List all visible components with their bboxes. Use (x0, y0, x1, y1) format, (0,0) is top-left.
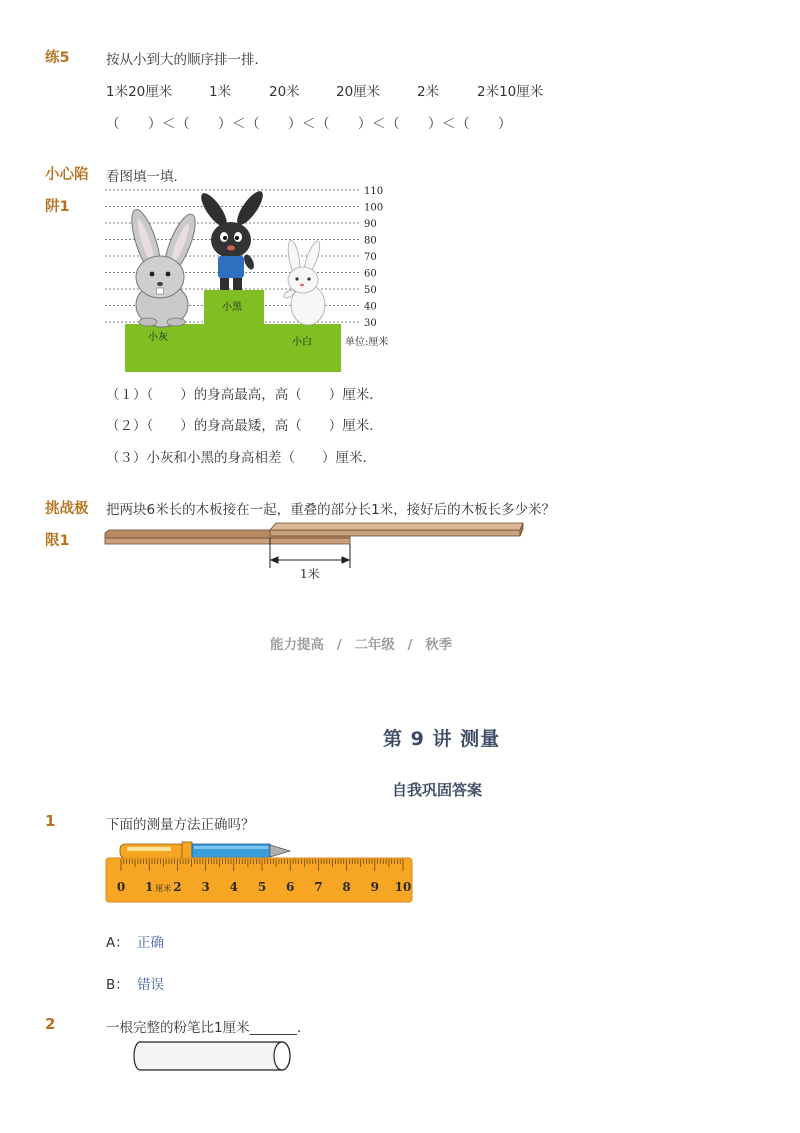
trap-tag-line1: 小心陷 (45, 167, 89, 183)
chalk-icon (132, 1039, 296, 1073)
ruler-figure (104, 836, 416, 904)
name-black: 小黑 (222, 302, 242, 313)
option-key: A： (106, 935, 129, 951)
option-key: B： (106, 977, 129, 993)
question-prompt: 一根完整的粉笔比1厘米_______． (106, 1020, 311, 1036)
scale-label: 30 (364, 318, 377, 329)
name-gray: 小灰 (148, 332, 168, 343)
scale-label: 60 (364, 268, 377, 280)
trap-question-2: （２）（ ）的身高最矮，高（ ）厘米． (106, 418, 383, 434)
boards-diagram (100, 518, 530, 582)
exercise-tag: 练5 (45, 50, 70, 66)
black-rabbit-icon (197, 188, 267, 290)
scale-label: 90 (364, 219, 377, 230)
lecture-subtitle: 自我巩固答案 (392, 781, 483, 799)
height-chart (100, 182, 410, 374)
length-item: 1米20厘米 (106, 84, 173, 100)
trap-question-1: （１）（ ）的身高最高，高（ ）厘米． (106, 387, 383, 403)
ruler-number: 2 (173, 880, 182, 894)
scale-label: 80 (364, 235, 377, 247)
page-footer (270, 633, 452, 653)
overlap-label: 1米 (300, 567, 320, 581)
scale-label: 100 (364, 202, 384, 214)
length-item: 1米 (209, 84, 232, 100)
option-b[interactable] (106, 973, 164, 993)
ruler (106, 858, 412, 902)
footer-sep: / (336, 637, 342, 653)
question-prompt: 下面的测量方法正确吗？ (106, 817, 255, 833)
ruler-number: 9 (370, 880, 379, 894)
question-number: 1 (45, 812, 56, 830)
pen-icon (120, 842, 290, 860)
scale-label: 70 (364, 252, 377, 263)
ruler-number: 3 (201, 880, 210, 894)
length-item: 20厘米 (336, 84, 381, 100)
ruler-number: 4 (229, 880, 238, 894)
challenge-prompt: 把两块6米长的木板接在一起，重叠的部分长1米，接好后的木板长多少米？ (106, 502, 556, 518)
order-blanks: （ ）＜（ ）＜（ ）＜（ ）＜（ ）＜（ ） (106, 116, 512, 132)
lecture-title: 第 9 讲 测量 (383, 728, 501, 750)
challenge-tag-line2: 限1 (45, 533, 70, 549)
ruler-number: 7 (314, 880, 323, 894)
gray-rabbit-icon (126, 207, 201, 327)
length-item: 20米 (269, 84, 300, 100)
challenge-tag-line1: 挑战极 (45, 501, 89, 517)
ruler-number: 10 (394, 880, 412, 894)
ruler-number: 0 (116, 880, 126, 894)
footer-item: 能力提高 (270, 637, 324, 653)
scale-label: 110 (364, 186, 384, 197)
ruler-number: 6 (286, 880, 295, 894)
ruler-number: 5 (257, 880, 267, 894)
footer-item: 秋季 (425, 637, 453, 653)
trap-tag-line2: 阱1 (45, 199, 70, 215)
length-item: 2米 (417, 84, 440, 100)
option-text: 错误 (137, 977, 165, 993)
question-number: 2 (45, 1015, 56, 1033)
option-a[interactable] (106, 931, 164, 951)
scale-label: 40 (364, 301, 377, 313)
unit-label: 单位:厘米 (345, 337, 389, 348)
footer-sep: / (407, 637, 413, 653)
white-rabbit-icon (282, 239, 325, 325)
ruler-unit: 厘米 (155, 884, 172, 893)
trap-prompt: 看图填一填． (106, 169, 187, 185)
ruler-number: 8 (342, 880, 351, 894)
exercise-prompt: 按从小到大的顺序排一排． (106, 52, 268, 68)
trap-question-3: （３）小灰和小黑的身高相差（ ）厘米． (106, 450, 376, 466)
ruler-number: 1 (145, 880, 154, 894)
option-text: 正确 (137, 935, 165, 951)
name-white: 小白 (292, 337, 312, 348)
footer-item: 二年级 (354, 637, 395, 653)
length-item: 2米10厘米 (477, 84, 544, 100)
scale-label: 50 (364, 285, 377, 296)
board-upper (270, 523, 523, 536)
